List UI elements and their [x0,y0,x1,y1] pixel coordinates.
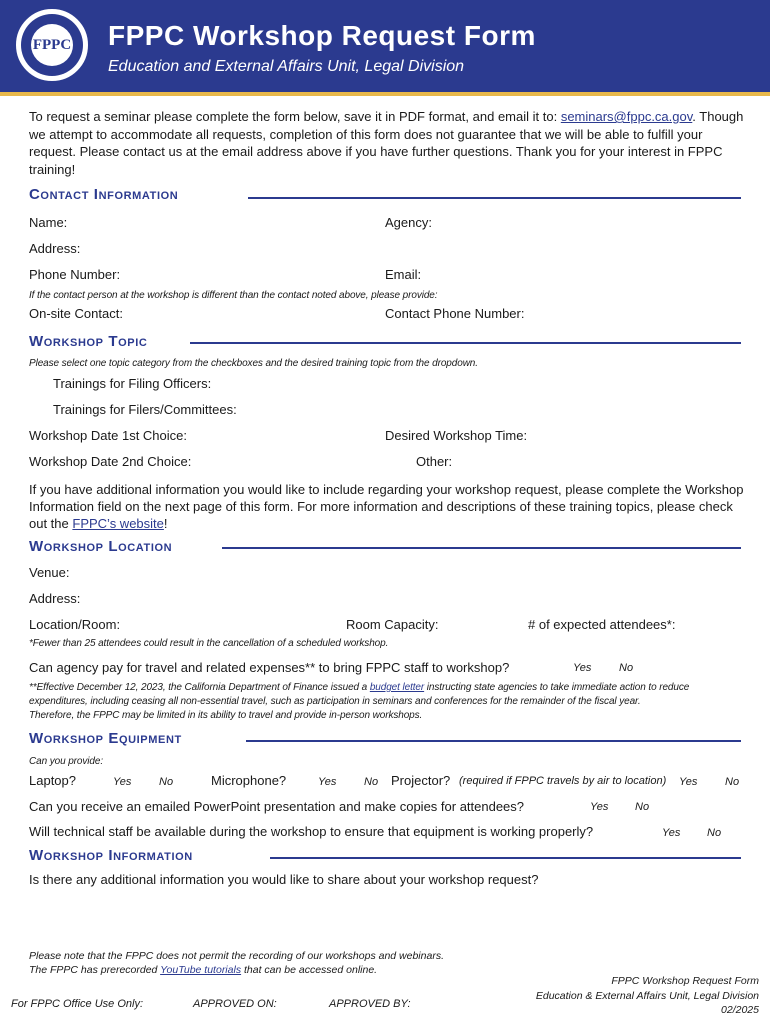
email-label: Email: [385,267,422,282]
date-1st-choice-label: Workshop Date 1st Choice: [29,428,187,443]
information-section-heading: Workshop Information [29,847,193,864]
contact-note: If the contact person at the workshop is different than the contact noted above, please provide: [29,290,438,301]
travel-question: Can agency pay for travel and related expenses** to bring FPPC staff to workshop? [29,660,510,675]
budget-note-line1 [29,682,689,693]
projector-note: (required if FPPC travels by air to location) [459,775,667,787]
projector-yes-option[interactable]: Yes [679,776,698,788]
fppc-website-link[interactable]: FPPC’s website [72,516,164,531]
approved-on-label: APPROVED ON: [193,998,277,1010]
header-divider [0,92,770,96]
intro-text-2: . Though we attempt to accommodate all requests, completion of this form does not guarantee that we will be able to fulfill your request. Please contact us at the email address above if you have further questions. Thank you for your interest in FPPC training! [29,109,744,177]
budget-letter-link[interactable]: budget letter [369,682,425,693]
powerpoint-question: Can you receive an emailed PowerPoint presentation and make copies for attendees? [29,799,525,814]
equipment-section-heading: Workshop Equipment [29,730,182,747]
can-provide-label: Can you provide: [29,756,104,767]
name-label: Name: [29,215,68,230]
section-rule [190,342,741,344]
topic-info-paragraph [29,481,744,532]
youtube-tutorials-link[interactable]: YouTube tutorials [160,964,242,976]
laptop-no-option[interactable]: No [159,776,174,788]
tutorials-text-2: that can be accessed online. [241,964,378,976]
other-label: Other: [416,454,453,469]
topic-note: Please select one topic category from the checkboxes and the desired training topic from the dropdown. [29,358,478,369]
contact-section-heading: Contact Information [29,186,179,203]
budget-note-text: **Effective December 12, 2023, the California Department of Finance issued a [29,682,370,693]
phone-label: Phone Number: [29,267,121,282]
footer-date: 02/2025 [721,1004,759,1016]
additional-info-question: Is there any additional information you would like to share about your workshop request? [29,872,539,887]
date-2nd-choice-label: Workshop Date 2nd Choice: [29,454,192,469]
approved-by-label: APPROVED BY: [329,998,411,1010]
tech-staff-question: Will technical staff be available during the workshop to ensure that equipment is working properly? [29,824,594,839]
section-rule [246,740,741,742]
footer-form-name: FPPC Workshop Request Form [611,975,759,987]
desired-time-label: Desired Workshop Time: [385,428,528,443]
venue-label: Venue: [29,565,70,580]
tech-staff-no-option[interactable]: No [707,827,722,839]
agency-label: Agency: [385,215,432,230]
form-subtitle: Education and External Affairs Unit, Legal Division [108,58,465,75]
section-rule [270,857,741,859]
tutorials-note [29,964,377,976]
microphone-label: Microphone? [211,773,287,788]
section-rule [248,197,741,199]
office-use-label: For FPPC Office Use Only: [11,998,144,1010]
powerpoint-no-option[interactable]: No [635,801,650,813]
budget-note-text-2: instructing state agencies to take immediate action to reduce [424,682,690,693]
microphone-yes-option[interactable]: Yes [318,776,337,788]
location-address-label: Address: [29,591,81,606]
fppc-seal-logo [14,7,90,83]
recording-note: Please note that the FPPC does not permit the recording of our workshops and webinars. [29,950,444,962]
topic-section-heading: Workshop Topic [29,333,148,350]
budget-note-line2: expenditures, including ceasing all non-essential travel, such as participation in seminars and conferences for the remainder of the fiscal year. [29,696,641,707]
seal-text: FPPC [31,24,73,66]
tutorials-text: The FPPC has prerecorded [29,964,161,976]
topic-info-end: ! [163,516,168,531]
seal-ring [21,14,83,76]
filing-officers-label: Trainings for Filing Officers: [53,376,212,391]
onsite-contact-label: On-site Contact: [29,306,123,321]
address-label: Address: [29,241,81,256]
travel-yes-option[interactable]: Yes [573,662,592,674]
powerpoint-yes-option[interactable]: Yes [590,801,609,813]
email-link[interactable]: seminars@fppc.ca.gov [560,109,693,124]
section-rule [222,547,741,549]
contact-phone-label: Contact Phone Number: [385,306,525,321]
budget-note-line3: Therefore, the FPPC may be limited in its ability to travel and provide in-person workshops. [29,710,423,721]
projector-label: Projector? [391,773,451,788]
intro-text: To request a seminar please complete the form below, save it in PDF format, and email it to: [29,109,561,124]
travel-no-option[interactable]: No [619,662,634,674]
form-title: FPPC Workshop Request Form [108,20,536,51]
tech-staff-yes-option[interactable]: Yes [662,827,681,839]
laptop-yes-option[interactable]: Yes [113,776,132,788]
laptop-label: Laptop? [29,773,76,788]
topic-info-text: If you have additional information you would like to include regarding your workshop request, please complete the Workshop Information field on the next page of this form. For more information and descriptions of these training topics, please check out the [29,482,744,531]
microphone-no-option[interactable]: No [364,776,379,788]
attendees-note: *Fewer than 25 attendees could result in the cancellation of a scheduled workshop. [29,638,389,649]
location-room-label: Location/Room: [29,617,121,632]
room-capacity-label: Room Capacity: [346,617,439,632]
footer-unit: Education & External Affairs Unit, Legal Division [535,990,759,1002]
filers-committees-label: Trainings for Filers/Committees: [53,402,237,417]
intro-paragraph [29,108,749,178]
projector-no-option[interactable]: No [725,776,740,788]
location-section-heading: Workshop Location [29,538,173,555]
expected-attendees-label: # of expected attendees*: [528,617,676,632]
